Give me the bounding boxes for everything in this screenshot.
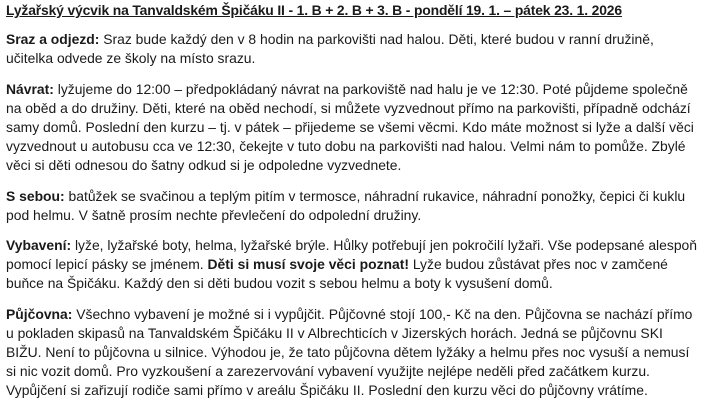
section-navrat-text: lyžujeme do 12:00 – předpokládaný návrat na parkoviště nad halu je ve 12:30. Poté půjdeme společně na oběd a do družiny. Děti, které na oběd nechodí, si můžete vyzvednout přímo na parkovišti, případně odchází samy domů. Poslední den kurzu – tj. v pátek – přijedeme se všemi věcmi. Kdo máte možnost si lyže a další věci vyzvednout u autobusu cca ve 12:30, čekejte v tuto dobu na parkovišti nad halou. Velmi nám to pomůže. Zbylé věci si děti odnesou do šatny odkud si je odpoledne vyzvednete. [6,80,694,174]
section-sebou-text: batůžek se svačinou a teplým pitím v termosce, náhradní rukavice, náhradní ponožky, čepici či kuklu pod helmu. V šatně prosím nechte převlečení do odpolední družiny. [6,187,686,223]
section-vybaveni-text-before: lyže, lyžařské boty, helma, lyžařské brýle. Hůlky potřebují jen pokročilí lyžaři. Vše podepsané alespoň pomocí lepicí pásky se jménem. [6,237,697,273]
section-vybaveni-emphasis: Děti si musí svoje věci poznat! [207,256,409,273]
document-title: Lyžařský výcvik na Tanvaldském Špičáku II - 1. B + 2. B + 3. B - pondělí 19. 1. – pátek 23. 1. 2026 [6,2,622,18]
section-navrat-label: Návrat: [6,80,54,97]
section-vybaveni-label: Vybavení: [6,237,72,254]
section-pujcovna-label: Půjčovna: [6,305,73,322]
section-navrat [6,80,702,176]
section-sraz [6,30,702,68]
section-sraz-label: Sraz a odjezd: [6,31,100,48]
section-pujcovna [6,305,702,401]
section-pujcovna-text: Všechno vybavení je možné si i vypůjčit. Půjčovné stojí 100,- Kč na den. Půjčovna se nachází přímo u pokladen skipasů na Tanvaldském Špičáku II v Albrechticích v Jizerských horách. Jedná se půjčovnu SKI BIŽU. Není to půjčovna u silnice. Výhodou je, že tato půjčovna dětem lyžáky a helmu přes noc vysuší a nemusí si nic vozit domů. Pro vyzkoušení a zarezervování vybavení využijte nejlépe neděli před začátkem kurzu. Vypůjčení si zařizují rodiče sami přímo v areálu Špičáku II. Poslední den kurzu věci do půjčovny vrátíme. [6,305,693,399]
section-sraz-text: Sraz bude každý den v 8 hodin na parkovišti nad halou. Děti, které budou v ranní družině, učitelka odvede ze školy na místo srazu. [6,31,654,67]
section-vybaveni [6,236,702,294]
section-sebou [6,187,702,225]
section-vybaveni-text-after: Lyže budou zůstávat přes noc v zamčené buňce na Špičáku. Každý den si děti budou vozit s sebou helmu a boty k vysušení domů. [6,256,668,292]
section-sebou-label: S sebou: [6,187,65,204]
